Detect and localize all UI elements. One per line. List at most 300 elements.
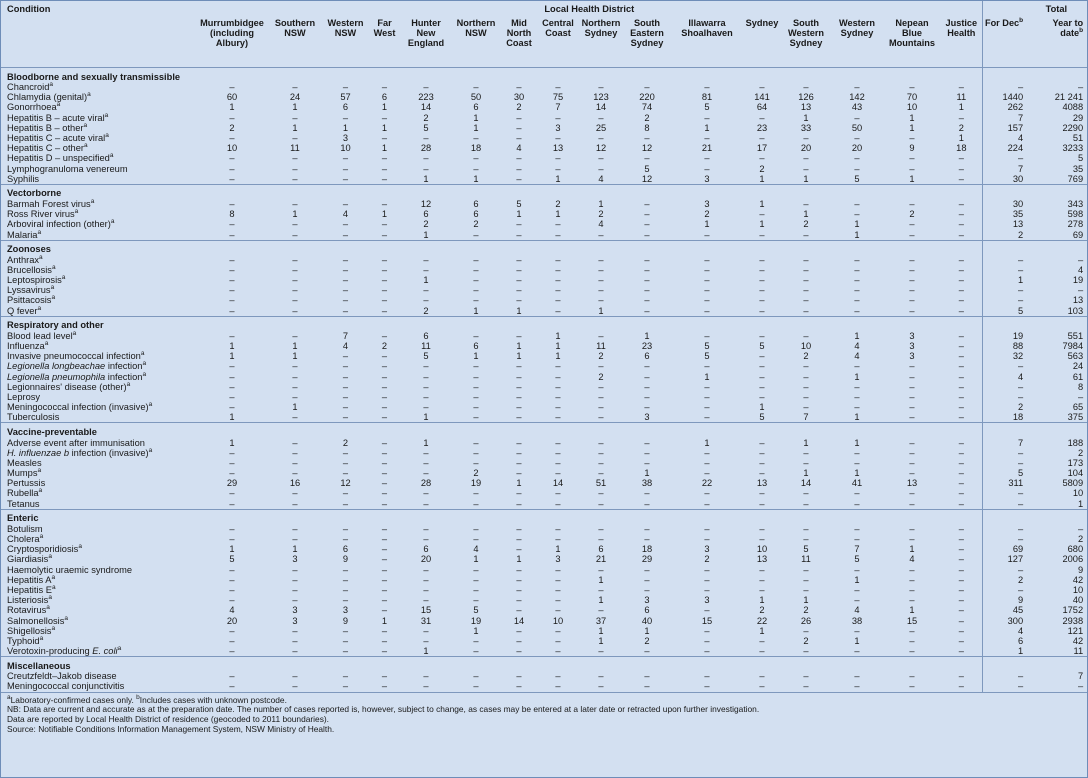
district-cell: 10 xyxy=(906,102,918,113)
footnote-marker: a xyxy=(83,122,88,129)
condition-name xyxy=(1,331,197,341)
district-cell: – xyxy=(381,412,388,423)
district-cell: 1 xyxy=(759,625,765,636)
district-cell: – xyxy=(704,254,710,265)
district-cell: – xyxy=(342,584,349,595)
district-cell: – xyxy=(555,133,561,144)
district-cell: – xyxy=(229,219,235,230)
year-to-date-cell: 173 xyxy=(1067,457,1084,468)
district-cell: – xyxy=(598,523,604,534)
district-cell: – xyxy=(229,82,235,93)
district-cell: 1 xyxy=(423,412,429,423)
district-cell: – xyxy=(803,285,809,296)
district-cell: 1 xyxy=(423,437,429,448)
district-cell: – xyxy=(423,595,429,606)
district-cell: 1 xyxy=(598,595,604,606)
district-cell: – xyxy=(342,219,349,230)
district-cell: – xyxy=(704,112,710,123)
district-cell: – xyxy=(909,635,915,646)
district-cell: – xyxy=(381,219,388,230)
district-cell: – xyxy=(644,219,650,230)
condition-name xyxy=(1,488,197,498)
district-cell: – xyxy=(598,498,604,509)
footnote-marker: a xyxy=(51,264,56,271)
district-cell: 8 xyxy=(644,122,650,133)
district-cell: – xyxy=(854,584,860,595)
district-cell: – xyxy=(292,412,298,423)
district-cell: – xyxy=(423,361,429,372)
footnote-b: Includes cases with unknown postcode. xyxy=(139,694,287,705)
district-cell: – xyxy=(292,275,298,286)
district-cell: 13 xyxy=(906,478,918,489)
district-cell: – xyxy=(229,198,235,209)
district-cell: 1 xyxy=(803,173,809,184)
condition-name xyxy=(1,113,197,123)
district-cell: – xyxy=(381,275,388,286)
district-cell: – xyxy=(555,468,561,479)
district-cell: – xyxy=(854,361,860,372)
district-cell: – xyxy=(229,173,235,184)
district-cell: 1 xyxy=(854,371,860,382)
district-cell: – xyxy=(958,361,964,372)
district-cell: 1 xyxy=(473,173,479,184)
district-cell: – xyxy=(381,198,388,209)
for-dec-cell: 6 xyxy=(982,636,1027,646)
district-cell: 1 xyxy=(516,554,522,565)
district-cell: – xyxy=(292,447,298,458)
district-cell: – xyxy=(803,254,809,265)
district-cell: – xyxy=(473,498,479,509)
district-cell: – xyxy=(381,391,388,402)
district-cell: 11 xyxy=(421,341,431,352)
district-cell: – xyxy=(423,254,429,265)
district-cell: 30 xyxy=(513,92,525,103)
district-cell: – xyxy=(292,361,298,372)
district-cell: 74 xyxy=(641,102,653,113)
section-title: Bloodborne and sexually transmissible xyxy=(7,71,181,82)
district-cell: – xyxy=(909,391,915,402)
district-cell: – xyxy=(292,381,298,392)
condition-name xyxy=(1,437,197,447)
district-cell: 5 xyxy=(759,412,765,423)
table-row xyxy=(1,113,1087,123)
district-cell: – xyxy=(381,478,388,489)
district-cell: – xyxy=(423,82,429,93)
district-cell: 1 xyxy=(555,351,561,362)
condition-name xyxy=(1,626,197,636)
condition-name xyxy=(1,102,197,112)
district-cell: – xyxy=(759,275,765,286)
year-to-date-cell: 103 xyxy=(1067,305,1084,316)
district-cell: – xyxy=(381,468,388,479)
total-header xyxy=(982,1,1087,18)
condition-name-text: Measles xyxy=(7,457,42,468)
district-cell: – xyxy=(854,381,860,392)
district-cell: – xyxy=(292,523,298,534)
condition-name-rest: infection xyxy=(105,361,143,372)
table-row xyxy=(1,351,1087,361)
condition-name-text: Cholera xyxy=(7,534,40,545)
footnote-marker: a xyxy=(148,447,153,454)
district-cell: – xyxy=(854,447,860,458)
district-cell: – xyxy=(854,163,860,174)
district-cell: 1 xyxy=(803,209,809,220)
district-cell: 2 xyxy=(555,198,561,209)
district-cell: 1 xyxy=(909,173,915,184)
footnote-marker: a xyxy=(142,361,147,368)
table-row xyxy=(1,102,1087,112)
district-cell: 2 xyxy=(473,468,479,479)
district-cell: 10 xyxy=(552,615,564,626)
district-cell: – xyxy=(854,457,860,468)
for-dec-cell: 30 xyxy=(982,199,1027,209)
year-to-date-cell: 24 xyxy=(1072,361,1084,372)
district-cell: – xyxy=(803,625,809,636)
district-cell: 10 xyxy=(800,341,812,352)
district-cell: 2 xyxy=(516,102,522,113)
condition-name xyxy=(1,554,197,564)
district-cell: 1 xyxy=(854,412,860,423)
district-cell: – xyxy=(342,488,349,499)
condition-name-text: Barmah Forest virus xyxy=(7,198,91,209)
district-cell: 1 xyxy=(473,122,479,133)
district-cell: – xyxy=(473,275,479,286)
footnote-marker: a xyxy=(105,132,109,139)
condition-name-rest: infection (invasive) xyxy=(69,447,149,458)
footnote-marker: a xyxy=(117,646,122,652)
district-cell: – xyxy=(342,671,349,682)
district-cell: 1 xyxy=(909,544,915,555)
district-cell: – xyxy=(958,534,964,545)
district-cell: 1 xyxy=(759,198,765,209)
district-cell: – xyxy=(381,564,388,575)
district-cell: 1 xyxy=(516,209,522,220)
district-cell: – xyxy=(381,82,388,93)
district-cell: – xyxy=(473,523,479,534)
district-cell: – xyxy=(759,498,765,509)
district-cell: – xyxy=(598,153,604,164)
condition-name-text: Blood lead level xyxy=(7,330,73,341)
district-cell: 4 xyxy=(342,341,349,352)
condition-name xyxy=(1,671,197,681)
district-cell: – xyxy=(342,457,349,468)
district-cell: – xyxy=(759,361,765,372)
district-cell: – xyxy=(854,153,860,164)
district-cell: – xyxy=(423,584,429,595)
condition-name xyxy=(1,229,197,240)
district-cell: – xyxy=(958,341,964,352)
year-to-date-cell: 598 xyxy=(1067,209,1084,220)
district-cell: 40 xyxy=(641,615,653,626)
district-cell: 1 xyxy=(473,112,479,123)
condition-name xyxy=(1,199,197,209)
district-cell: – xyxy=(704,275,710,286)
district-cell: – xyxy=(704,305,710,316)
district-cell: – xyxy=(342,498,349,509)
district-cell: – xyxy=(759,584,765,595)
condition-name-text: Rotavirus xyxy=(7,605,47,616)
district-cell: 1 xyxy=(958,102,964,113)
district-cell: 3 xyxy=(909,341,915,352)
year-to-date-cell: 40 xyxy=(1072,595,1084,606)
condition-name xyxy=(1,478,197,488)
district-cell: – xyxy=(958,285,964,296)
district-cell: – xyxy=(704,330,710,341)
district-cell: – xyxy=(516,254,522,265)
district-cell: 50 xyxy=(851,122,863,133)
district-cell: 19 xyxy=(470,615,482,626)
condition-name-text: Lymphogranuloma venereum xyxy=(7,163,128,174)
district-cell: – xyxy=(516,82,522,93)
district-cell: – xyxy=(516,646,522,657)
section-total-spacer xyxy=(982,423,1087,438)
for-dec-cell: 157 xyxy=(982,123,1027,133)
district-cell: 1 xyxy=(292,209,298,220)
district-cell: 14 xyxy=(513,615,525,626)
district-cell: – xyxy=(644,574,650,585)
district-cell: – xyxy=(644,361,650,372)
district-cell: – xyxy=(958,264,964,275)
district-cell: – xyxy=(229,275,235,286)
district-cell: – xyxy=(704,584,710,595)
for-dec-cell: 127 xyxy=(982,554,1027,564)
district-cell: – xyxy=(229,285,235,296)
district-cell: 23 xyxy=(641,341,653,352)
district-cell: 6 xyxy=(644,351,650,362)
district-cell: – xyxy=(803,646,809,657)
district-cell: 4 xyxy=(854,341,860,352)
district-cell: – xyxy=(803,391,809,402)
condition-name xyxy=(1,143,197,153)
for-dec-cell: 19 xyxy=(982,331,1027,341)
section-total-spacer xyxy=(982,509,1087,524)
for-dec-cell: – xyxy=(982,382,1027,392)
district-cell: – xyxy=(759,133,765,144)
district-cell: – xyxy=(909,595,915,606)
section-title: Vaccine-preventable xyxy=(1,423,982,438)
district-cell: – xyxy=(516,133,522,144)
district-cell: – xyxy=(381,173,388,184)
district-cell: – xyxy=(423,295,429,306)
district-cell: – xyxy=(759,153,765,164)
district-cell: – xyxy=(759,534,765,545)
condition-name xyxy=(1,458,197,468)
district-cell: – xyxy=(704,295,710,306)
table-row xyxy=(1,341,1087,351)
table-row xyxy=(1,626,1087,636)
district-cell: – xyxy=(381,625,388,636)
district-cell: – xyxy=(516,229,522,240)
district-cell: – xyxy=(704,153,710,164)
district-cell: 1 xyxy=(292,544,298,555)
section-total-spacer xyxy=(982,184,1087,199)
condition-name xyxy=(1,499,197,510)
district-cell: – xyxy=(292,82,298,93)
district-cell: – xyxy=(598,133,604,144)
table-row xyxy=(1,544,1087,554)
for-dec-cell: 30 xyxy=(982,174,1027,185)
district-cell: – xyxy=(516,488,522,499)
district-cell: – xyxy=(958,478,964,489)
district-cell: – xyxy=(381,351,388,362)
district-cell: 1 xyxy=(909,112,915,123)
district-cell: 5 xyxy=(704,102,710,113)
district-cell: – xyxy=(555,605,561,616)
table-row xyxy=(1,123,1087,133)
footnote-marker: a xyxy=(39,635,44,642)
district-cell: 3 xyxy=(704,173,710,184)
year-to-date-cell: 9 xyxy=(1077,564,1084,575)
district-cell: – xyxy=(909,447,915,458)
condition-name xyxy=(1,544,197,554)
district-cell: – xyxy=(342,564,349,575)
table-row xyxy=(1,681,1087,691)
district-cell: – xyxy=(555,371,561,382)
district-cell: – xyxy=(292,173,298,184)
condition-name-text: Malaria xyxy=(7,229,38,240)
district-cell: 1 xyxy=(759,173,765,184)
district-cell: – xyxy=(555,254,561,265)
condition-name xyxy=(1,153,197,163)
district-cell: – xyxy=(704,646,710,657)
district-cell: – xyxy=(229,671,235,682)
district-cell: – xyxy=(342,163,349,174)
district-cell: – xyxy=(473,412,479,423)
table-row xyxy=(1,372,1087,382)
district-cell: – xyxy=(909,402,915,413)
district-cell: – xyxy=(909,133,915,144)
for-dec-cell: – xyxy=(982,585,1027,595)
for-dec-cell: 5 xyxy=(982,306,1027,317)
district-cell: 2 xyxy=(644,635,650,646)
table-row xyxy=(1,458,1087,468)
district-cell: – xyxy=(342,574,349,585)
district-cell: – xyxy=(598,285,604,296)
condition-name xyxy=(1,219,197,229)
table-row xyxy=(1,164,1087,174)
district-cell: – xyxy=(342,173,349,184)
condition-name-text: Creutzfeldt–Jakob disease xyxy=(7,671,117,682)
district-cell: 25 xyxy=(595,122,607,133)
year-to-date-cell: 61 xyxy=(1072,371,1084,382)
district-cell: 6 xyxy=(381,92,388,103)
district-cell: – xyxy=(644,488,650,499)
district-cell: – xyxy=(423,498,429,509)
district-cell: 4 xyxy=(473,544,479,555)
district-cell: 1 xyxy=(473,351,479,362)
district-cell: – xyxy=(803,402,809,413)
district-cell: 6 xyxy=(423,209,429,220)
year-to-date-cell: 10 xyxy=(1072,584,1084,595)
for-dec-cell: – xyxy=(982,671,1027,681)
year-to-date-cell: 69 xyxy=(1072,229,1084,240)
district-cell: – xyxy=(854,564,860,575)
district-cell: 3 xyxy=(292,615,298,626)
district-cell: – xyxy=(473,564,479,575)
year-to-date-cell: 1752 xyxy=(1062,605,1084,616)
footnote-marker: a xyxy=(39,533,44,540)
district-cell: 2 xyxy=(909,209,915,220)
district-cell: – xyxy=(909,646,915,657)
district-cell: 1 xyxy=(704,219,710,230)
district-cell: – xyxy=(292,391,298,402)
condition-name xyxy=(1,636,197,646)
district-cell: 15 xyxy=(420,605,432,616)
condition-header-spacer xyxy=(1,18,197,68)
district-cell: 6 xyxy=(473,341,479,352)
footnote-marker: a xyxy=(51,625,56,632)
district-cell: – xyxy=(473,264,479,275)
district-cell: – xyxy=(516,173,522,184)
district-header: South Western Sydney xyxy=(781,18,831,68)
condition-name-text: Psittacosis xyxy=(7,295,52,306)
district-cell: – xyxy=(909,163,915,174)
condition-name-text: Mumps xyxy=(7,468,38,479)
table-row xyxy=(1,285,1087,295)
district-cell: – xyxy=(473,82,479,93)
condition-name xyxy=(1,575,197,585)
district-cell: 6 xyxy=(473,102,479,113)
district-cell: – xyxy=(381,112,388,123)
district-cell: – xyxy=(958,209,964,220)
footnote-marker: a xyxy=(44,340,49,347)
district-cell: – xyxy=(423,488,429,499)
district-cell: – xyxy=(644,391,650,402)
district-cell: – xyxy=(704,564,710,575)
district-cell: – xyxy=(292,219,298,230)
year-to-date-cell: 35 xyxy=(1072,163,1084,174)
district-cell: 1 xyxy=(598,198,604,209)
district-cell: – xyxy=(342,468,349,479)
district-cell: 3 xyxy=(644,412,650,423)
district-cell: 4 xyxy=(516,143,522,154)
district-cell: – xyxy=(803,264,809,275)
district-cell: 11 xyxy=(596,341,606,352)
district-cell: – xyxy=(803,671,809,682)
district-cell: – xyxy=(759,635,765,646)
year-to-date-cell: 278 xyxy=(1067,219,1084,230)
district-cell: 81 xyxy=(701,92,713,103)
district-cell: 6 xyxy=(342,102,349,113)
district-cell: – xyxy=(854,534,860,545)
district-cell: – xyxy=(555,488,561,499)
district-cell: 18 xyxy=(641,544,653,555)
district-cell: 1 xyxy=(516,478,522,489)
table-row xyxy=(1,575,1087,585)
district-cell: – xyxy=(516,361,522,372)
district-cell: 13 xyxy=(800,102,812,113)
for-dec-cell: – xyxy=(982,565,1027,575)
district-cell: – xyxy=(958,554,964,565)
district-cell: – xyxy=(555,625,561,636)
district-cell: – xyxy=(958,646,964,657)
district-cell: 1 xyxy=(854,219,860,230)
footnote-marker: a xyxy=(84,143,88,150)
district-cell: 22 xyxy=(701,478,713,489)
district-cell: – xyxy=(598,381,604,392)
condition-name-text: Legionnaires' disease (other) xyxy=(7,381,127,392)
district-cell: – xyxy=(229,254,235,265)
district-cell: – xyxy=(229,371,235,382)
district-cell: – xyxy=(704,574,710,585)
condition-name-text: Leptospirosis xyxy=(7,275,62,286)
for-dec-cell: – xyxy=(982,499,1027,510)
year-to-date-cell: 21 241 xyxy=(1054,92,1084,103)
condition-name xyxy=(1,585,197,595)
table-row xyxy=(1,565,1087,575)
district-cell: 2 xyxy=(229,122,235,133)
district-cell: 1 xyxy=(598,574,604,585)
